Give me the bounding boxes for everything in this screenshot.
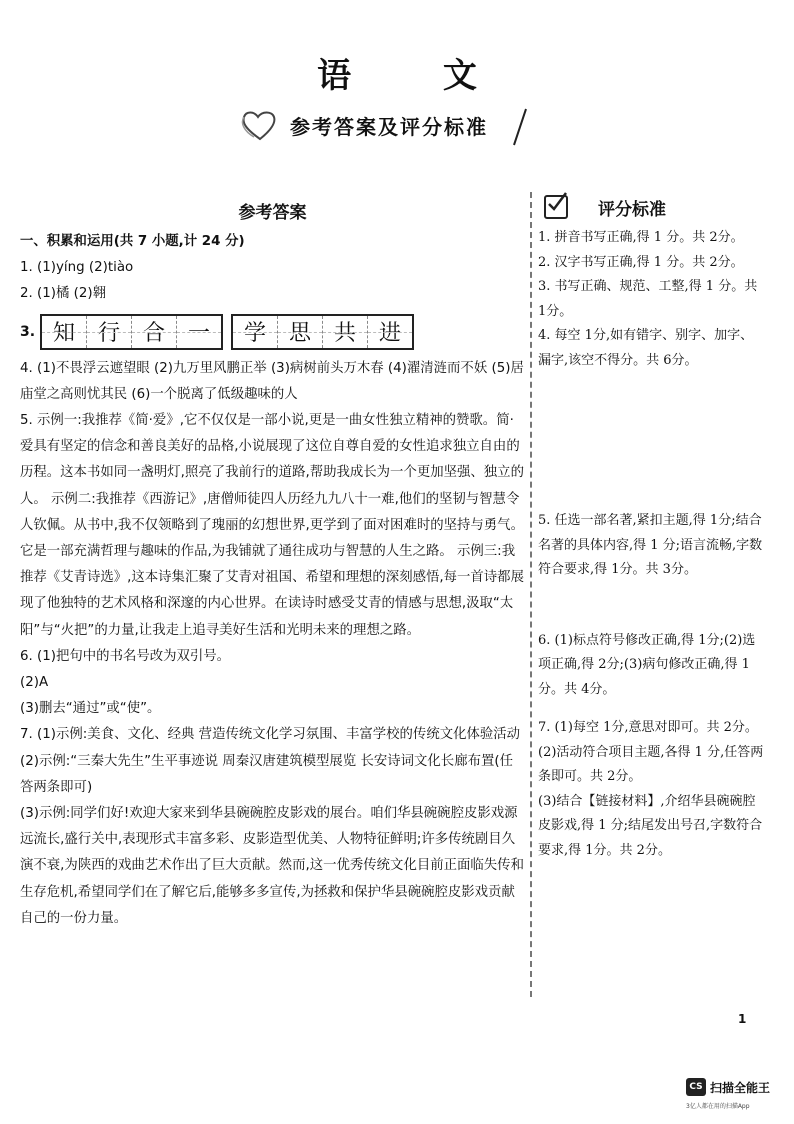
spacer: [538, 702, 766, 716]
answer-q6-3: (3)删去“通过”或“使”。: [20, 701, 161, 717]
grid-char: 学: [233, 316, 278, 348]
answer-q5: 5. 示例一:我推荐《简·爱》,它不仅仅是一部小说,更是一曲女性独立精神的赞歌。简·爱具有坚定的信念和善良美好的品格,小说展现了这位自尊自爱的女性追求独立自由的历程。这本书如同一盏明灯,照亮了我前行的道路,帮助我成长为一个更加坚强、独立的人。 示例二:我推荐《西游记》,唐僧师徒四人历经九九八十一难,他们的坚韧与智慧令人钦佩。从书中,我不仅领略到了瑰丽的幻想世界,更学到了面对困难时的坚持与勇气。它是一部充满哲理与趣味的作品,为我铺就了通往成功与智慧的人生之路。 示例三:我推荐《艾青诗选》,这本诗集汇聚了艾青对祖国、希望和理想的深刻感悟,每一首诗都展现了他独特的艺术风格和深邃的内心世界。在读诗时感受艾青的情感与思想,汲取“太阳”与“火把”的力量,让我走上追寻美好生活和光明未来的理想之路。: [20, 413, 524, 638]
score-2: 2. 汉字书写正确,得 1 分。共 2分。: [538, 254, 744, 270]
answer-q6-2: (2)A: [20, 675, 49, 691]
heart-outline-icon: [240, 109, 280, 143]
scanner-watermark: [686, 1078, 770, 1096]
banner-slash: [510, 107, 530, 147]
grid-char: 思: [278, 316, 323, 348]
answer-q6-1: 6. (1)把句中的书名号改为双引号。: [20, 648, 231, 664]
spacer: [538, 373, 766, 509]
grid-char: 进: [368, 316, 412, 348]
char-grid-2: [231, 314, 414, 350]
scoring-column: [538, 192, 766, 863]
answer-q7-2: (2)示例:“三秦大先生”生平事迹说 周秦汉唐建筑模型展览 长安诗词文化长廊布置(任答两条即可): [20, 753, 513, 795]
scoring-heading: 评分标准: [598, 199, 666, 220]
score-1: 1. 拼音书写正确,得 1 分。共 2分。: [538, 230, 744, 245]
answer-q1: 1. (1)yíng (2)tiào: [20, 260, 134, 276]
grid-char: 知: [42, 316, 87, 348]
answer-q7-1: 7. (1)示例:美食、文化、经典 营造传统文化学习氛围、丰富学校的传统文化体验活动: [20, 727, 521, 743]
score-7-2: (2)活动符合项目主题,各得 1 分,任答两条即可。共 2分。: [538, 744, 764, 784]
scoring-header: [538, 192, 766, 222]
char-grid-1: [40, 314, 223, 350]
answer-banner: [240, 105, 540, 151]
answer-q4: 4. (1)不畏浮云遮望眼 (2)九万里风鹏正举 (3)病树前头万木春 (4)濯清涟而不妖 (5)居庙堂之高则忧其民 (6)一个脱离了低级趣味的人: [20, 360, 524, 402]
answer-column: [20, 198, 525, 932]
grid-char: 共: [323, 316, 368, 348]
q3-number: 3.: [20, 323, 36, 340]
check-box-icon: [544, 195, 568, 219]
answer-q3: [20, 310, 525, 354]
score-7-1: 7. (1)每空 1分,意思对即可。共 2分。: [538, 720, 758, 735]
page-number: 1: [738, 1012, 747, 1026]
section-title: 一、积累和运用(共 7 小题,计 24 分): [20, 234, 245, 249]
answer-q2: 2. (1)橘 (2)翱: [20, 286, 107, 302]
score-3: 3. 书写正确、规范、工整,得 1 分。共 1分。: [538, 279, 758, 319]
page-title: 语 文: [317, 56, 517, 96]
spacer: [538, 583, 766, 629]
grid-char: 合: [132, 316, 177, 348]
answer-heading: 参考答案: [238, 203, 307, 223]
score-6: 6. (1)标点符号修改正确,得 1分;(2)选项正确,得 2分;(3)病句修改正确,得 1分。共 4分。: [538, 632, 756, 697]
banner-title: 参考答案及评分标准: [290, 115, 488, 139]
scanner-logo: CS: [686, 1078, 706, 1096]
scanner-name: 扫描全能王: [710, 1080, 771, 1095]
score-4: 4. 每空 1分,如有错字、别字、加字、漏字,该空不得分。共 6分。: [538, 328, 754, 368]
grid-char: 一: [177, 316, 221, 348]
answer-q7-3: (3)示例:同学们好!欢迎大家来到华县碗碗腔皮影戏的展台。咱们华县碗碗腔皮影戏源远流长,盛行关中,表现形式丰富多彩、皮影造型优美、人物特征鲜明;许多传统剧目久演不衰,为陕西的戏曲艺术作出了巨大贡献。然而,这一优秀传统文化目前正面临失传和生存危机,希望同学们在了解它后,能够多多宣传,为拯救和保护华县碗碗腔皮影戏贡献自己的一份力量。: [20, 806, 524, 926]
scanner-tagline: 3亿人都在用的扫描App: [686, 1103, 750, 1110]
score-5: 5. 任选一部名著,紧扣主题,得 1分;结合名著的具体内容,得 1 分;语言流畅,字数符合要求,得 1分。共 3分。: [538, 513, 763, 577]
column-divider: [530, 192, 532, 997]
grid-char: 行: [87, 316, 132, 348]
score-7-3: (3)结合【链接材料】,介绍华县碗碗腔皮影戏,得 1 分;结尾发出号召,字数符合要求,得 1分。共 2分。: [538, 793, 763, 858]
